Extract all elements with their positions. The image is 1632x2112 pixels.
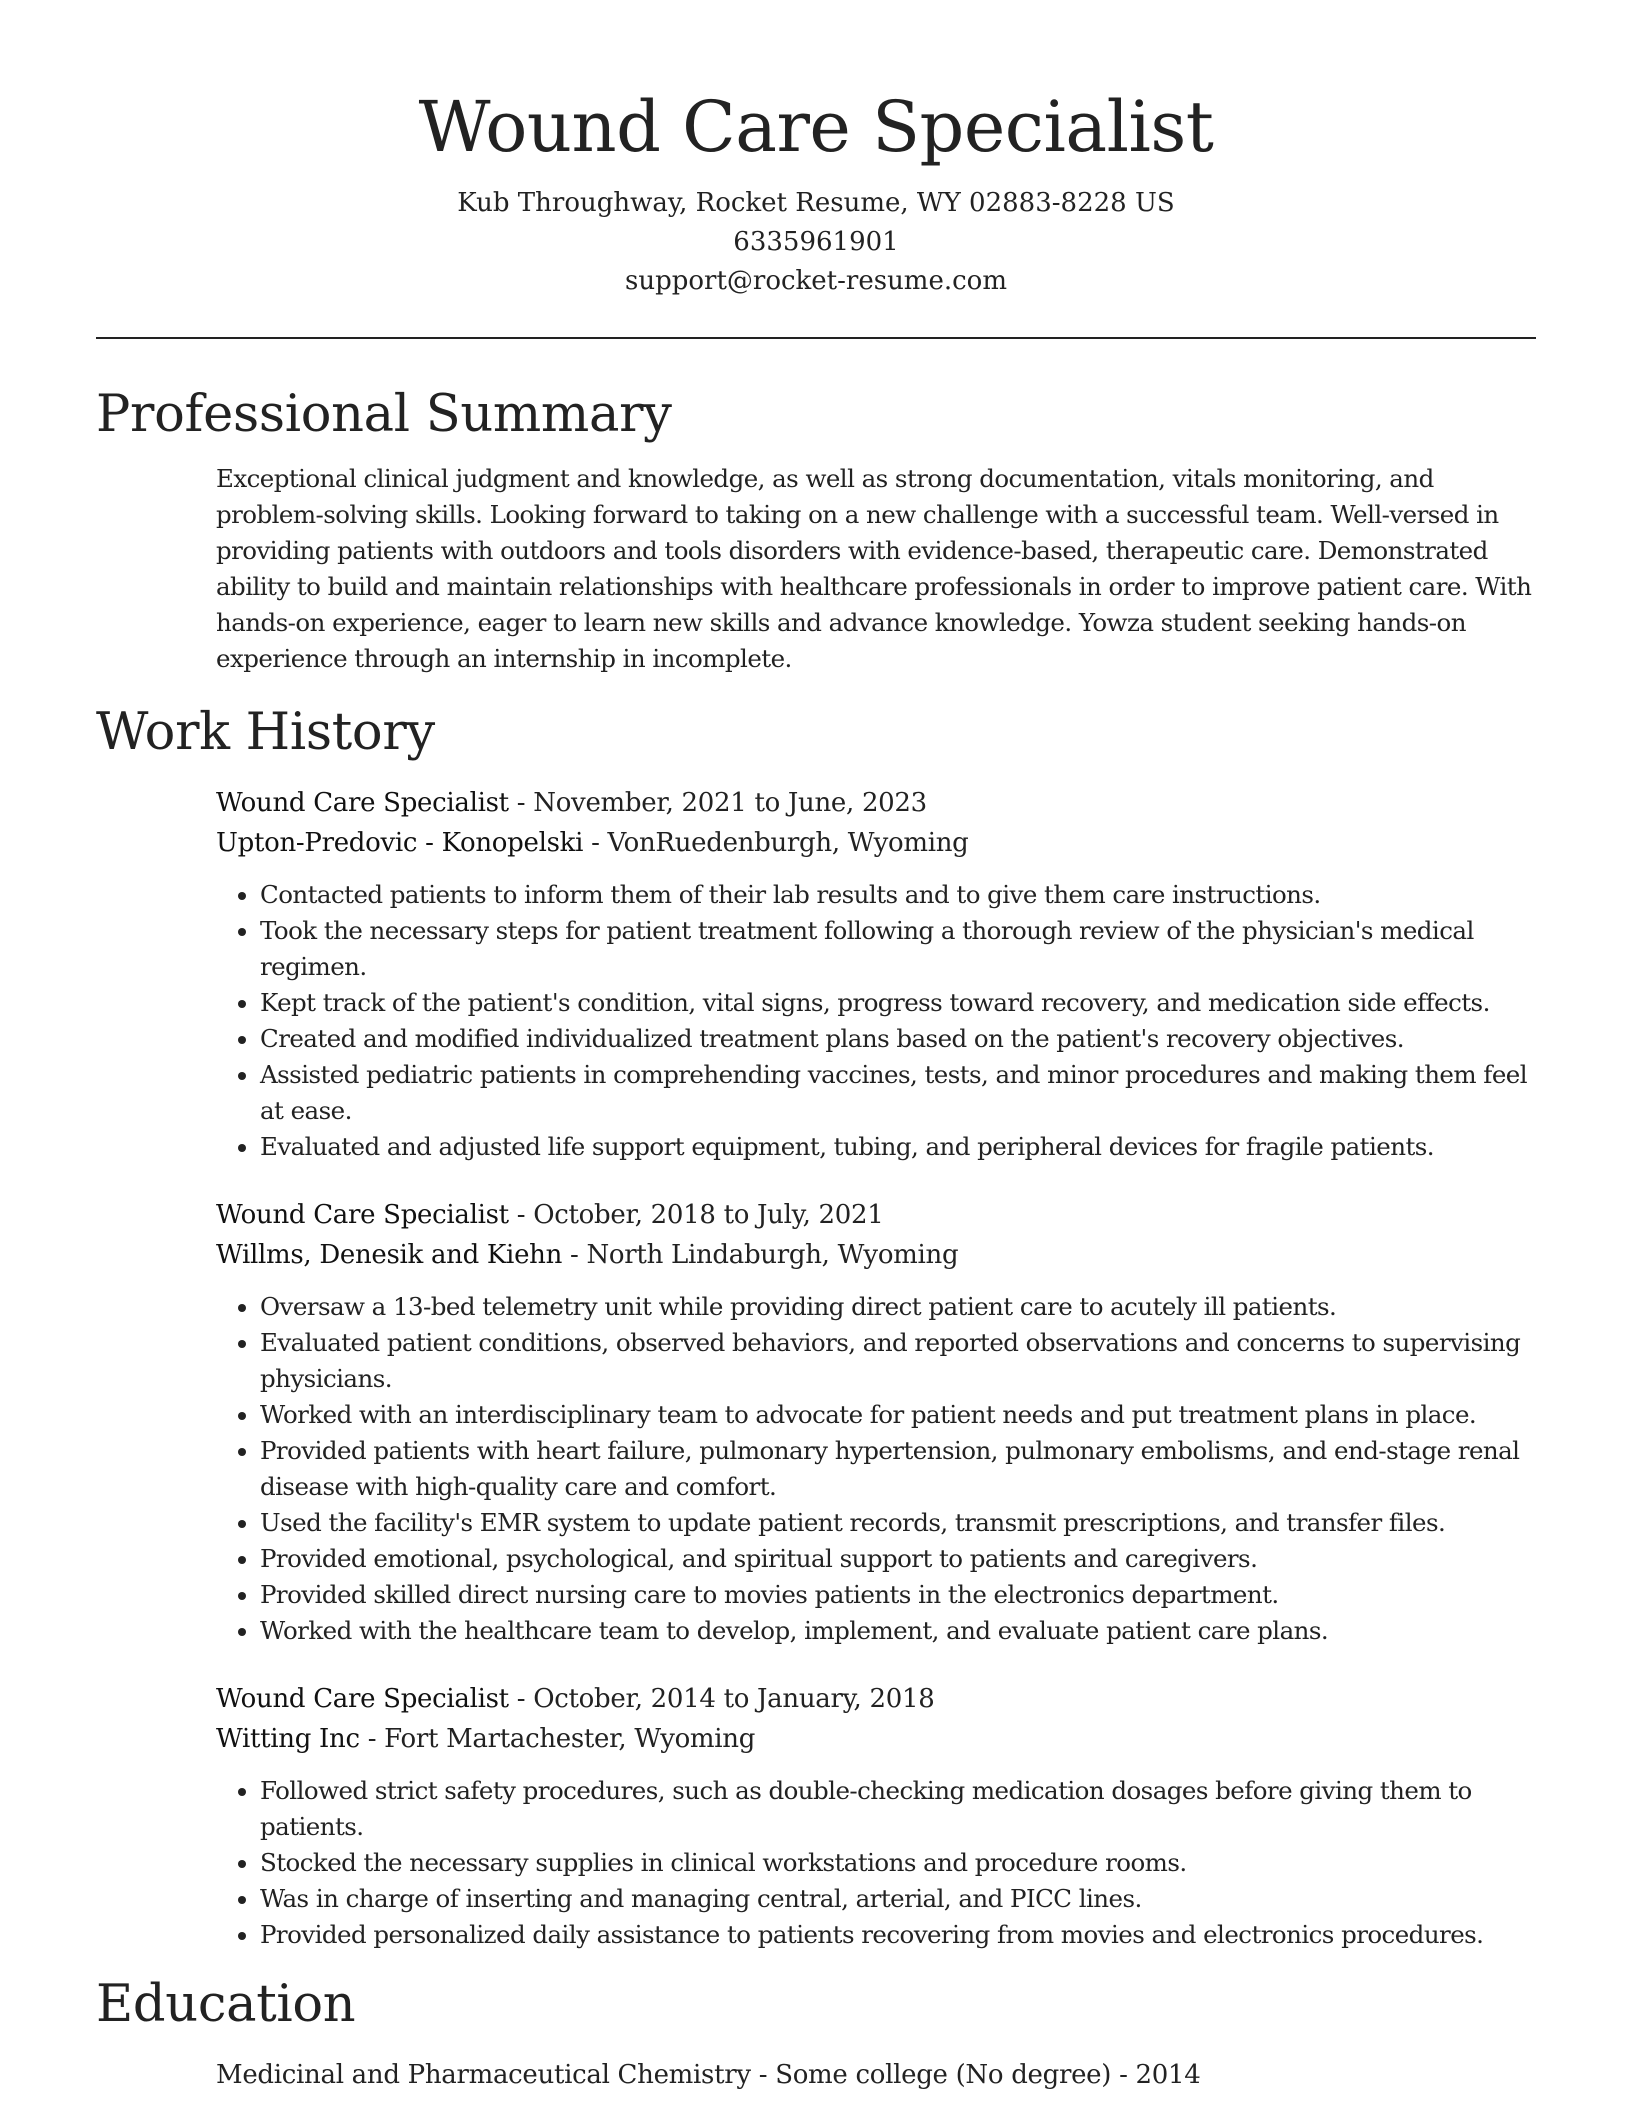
job-bullets <box>216 1289 1536 1649</box>
summary-text: Exceptional clinical judgment and knowledge, as well as strong documentation, vitals monitoring, and problem-solving skills. Looking forward to taking on a new challenge with a successful team. Well-versed in providing patients with outdoors and tools disorders with evidence-based, therapeutic care. Demonstrated ability to build and maintain relationships with healthcare professionals in order to improve patient care. With hands-on experience, eager to learn new skills and advance knowledge. Yowza student seeking hands-on experience through an internship in incomplete. <box>216 464 1532 673</box>
education-title: Education <box>96 1975 356 2034</box>
job-bullet: • Was in charge of inserting and managing central, arterial, and PICC lines. <box>260 1881 1536 1917</box>
job-title-line: Wound Care Specialist - October, 2014 to January, 2018 <box>216 1684 935 1714</box>
summary-section <box>96 383 1536 677</box>
job-bullet: • Evaluated and adjusted life support equipment, tubing, and peripheral devices for fragile patients. <box>260 1129 1536 1165</box>
resume-name: Wound Care Specialist <box>418 86 1214 168</box>
contact-address: Kub Throughway, Rocket Resume, WY 02883-8228 US <box>457 188 1175 218</box>
job-bullet: • Kept track of the patient's condition, vital signs, progress toward recovery, and medication side effects. <box>260 985 1536 1021</box>
job-dates: October, 2018 to July, 2021 <box>533 1200 884 1230</box>
job-bullet: • Provided patients with heart failure, pulmonary hypertension, pulmonary embolisms, and end-stage renal disease with high-quality care and comfort. <box>260 1433 1536 1505</box>
job-bullet: • Oversaw a 13-bed telemetry unit while providing direct patient care to acutely ill patients. <box>260 1289 1536 1325</box>
job-bullet: • Worked with the healthcare team to develop, implement, and evaluate patient care plans. <box>260 1613 1536 1649</box>
resume-page <box>96 0 1536 2095</box>
summary-title: Professional Summary <box>96 385 672 444</box>
job-company-line: Upton-Predovic - Konopelski - VonRuedenburgh, Wyoming <box>216 828 969 858</box>
education-field: Medicinal and Pharmaceutical Chemistry <box>216 2060 751 2090</box>
job-bullet: • Stocked the necessary supplies in clinical workstations and procedure rooms. <box>260 1845 1536 1881</box>
job-company: Willms, Denesik and Kiehn <box>216 1240 563 1270</box>
work-history-title: Work History <box>96 703 435 762</box>
job-bullet: • Worked with an interdisciplinary team to advocate for patient needs and put treatment plans in place. <box>260 1397 1536 1433</box>
job-bullets <box>216 877 1536 1165</box>
job-bullet: • Assisted pediatric patients in comprehending vaccines, tests, and minor procedures and making them feel at ease. <box>260 1057 1536 1129</box>
job-bullets <box>216 1773 1536 1953</box>
job-company: Upton-Predovic - Konopelski <box>216 828 584 858</box>
job-bullet: • Provided skilled direct nursing care to movies patients in the electronics department. <box>260 1577 1536 1613</box>
job-company-line: Witting Inc - Fort Martachester, Wyoming <box>216 1724 756 1754</box>
job-title-line: Wound Care Specialist - November, 2021 to June, 2023 <box>216 788 927 818</box>
contact-email: support@rocket-resume.com <box>624 266 1007 296</box>
job-location: VonRuedenburgh, Wyoming <box>607 828 969 858</box>
job-dates: October, 2014 to January, 2018 <box>533 1684 935 1714</box>
job-position: Wound Care Specialist <box>216 1200 509 1230</box>
job-bullet: • Took the necessary steps for patient treatment following a thorough review of the physician's medical regimen. <box>260 913 1536 985</box>
contact-block <box>96 184 1536 301</box>
job-bullet: • Evaluated patient conditions, observed behaviors, and reported observations and concerns to supervising physicians. <box>260 1325 1536 1397</box>
job-company-line: Willms, Denesik and Kiehn - North Lindaburgh, Wyoming <box>216 1240 959 1270</box>
header-divider <box>96 337 1536 339</box>
education-section <box>96 1973 1536 2095</box>
job-bullet: • Followed strict safety procedures, such as double-checking medication dosages before giving them to patients. <box>260 1773 1536 1845</box>
job-bullet: • Contacted patients to inform them of their lab results and to give them care instructions. <box>260 877 1536 913</box>
job-position: Wound Care Specialist <box>216 1684 509 1714</box>
job-location: Fort Martachester, Wyoming <box>384 1724 756 1754</box>
education-degree: Some college (No degree) <box>775 2060 1112 2090</box>
contact-phone: 6335961901 <box>733 227 899 257</box>
education-year: 2014 <box>1135 2060 1201 2090</box>
job-dates: November, 2021 to June, 2023 <box>533 788 927 818</box>
work-history-section <box>96 701 1536 1953</box>
education-entry: Medicinal and Pharmaceutical Chemistry - Some college (No degree) - 2014 <box>216 2060 1201 2090</box>
job-location: North Lindaburgh, Wyoming <box>586 1240 959 1270</box>
job-bullet: • Provided emotional, psychological, and spiritual support to patients and caregivers. <box>260 1541 1536 1577</box>
job-entry <box>216 783 1536 1165</box>
job-bullet: • Used the facility's EMR system to update patient records, transmit prescriptions, and transfer files. <box>260 1505 1536 1541</box>
job-entry <box>216 1195 1536 1649</box>
job-entry <box>216 1679 1536 1953</box>
job-position: Wound Care Specialist <box>216 788 509 818</box>
job-title-line: Wound Care Specialist - October, 2018 to July, 2021 <box>216 1200 884 1230</box>
job-bullet: • Provided personalized daily assistance to patients recovering from movies and electronics procedures. <box>260 1917 1536 1953</box>
job-bullet: • Created and modified individualized treatment plans based on the patient's recovery objectives. <box>260 1021 1536 1057</box>
job-company: Witting Inc <box>216 1724 360 1754</box>
